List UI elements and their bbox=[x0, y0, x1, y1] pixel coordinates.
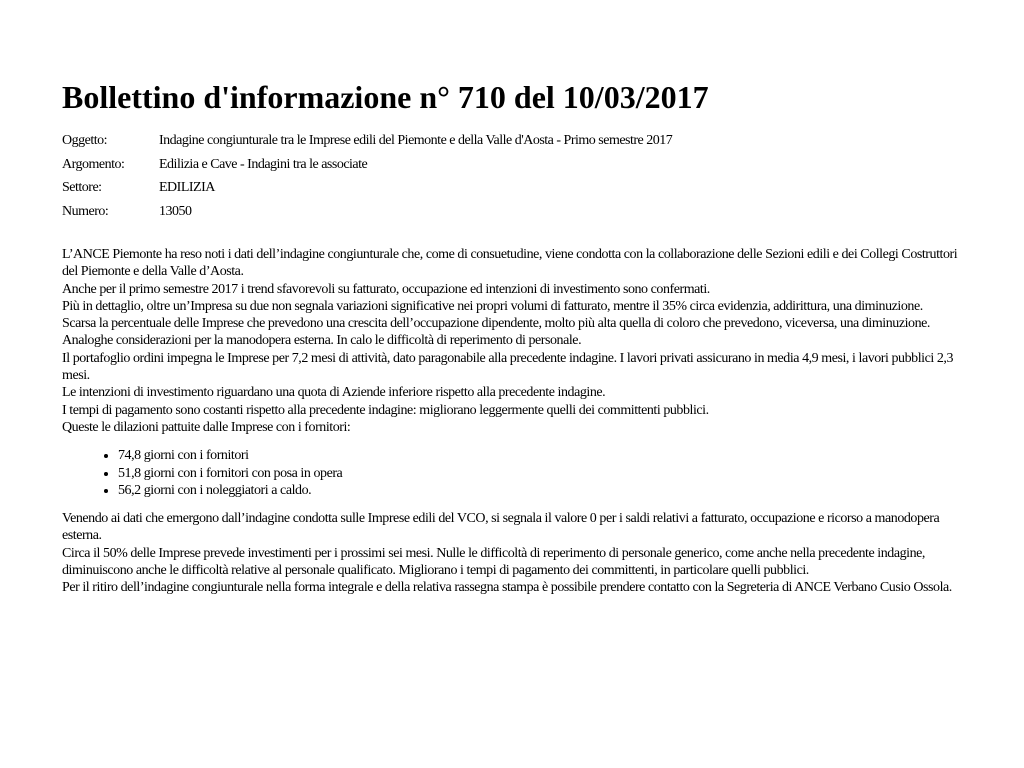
body-paragraph: Le intenzioni di investimento riguardano una quota di Aziende inferiore rispetto alla precedente indagine. bbox=[62, 385, 606, 401]
body-paragraph: I tempi di pagamento sono costanti rispetto alla precedente indagine: migliorano leggermente quelli dei committenti pubblici. bbox=[62, 402, 709, 418]
body-paragraph: Anche per il primo semestre 2017 i trend sfavorevoli su fatturato, occupazione ed intenzioni di investimento sono confermati. bbox=[62, 281, 710, 297]
bulletin-body bbox=[62, 246, 962, 597]
body-paragraph: Più in dettaglio, oltre un’Impresa su due non segnala variazioni significative nei propri volumi di fatturato, mentre il 35% circa evidenzia, addirittura, una diminuzione. bbox=[62, 298, 923, 314]
list-item: • 56,2 giorni con i noleggiatori a caldo. bbox=[118, 482, 962, 500]
list-item: • 74,8 giorni con i fornitori bbox=[118, 447, 962, 465]
body-paragraph: Circa il 50% delle Imprese prevede investimenti per i prossimi sei mesi. Nulle le difficoltà di reperimento di personale generico, come anche nella precedente indagine, diminuiscono anche le difficoltà relative al personale qualificato. Migliorano i tempi di pagamento dei committenti, in particolare quelli pubblici. bbox=[62, 545, 925, 578]
body-paragraph: Il portafoglio ordini impegna le Imprese per 7,2 mesi di attività, dato paragonabile alla precedente indagine. I lavori privati assicurano in media 4,9 mesi, i lavori pubblici 2,3 mesi. bbox=[62, 350, 953, 384]
body-paragraph: Queste le dilazioni pattuite dalle Imprese con i fornitori: bbox=[62, 419, 351, 435]
list-item: • 51,8 giorni con i fornitori con posa in opera bbox=[118, 465, 962, 483]
meta-label: Oggetto: bbox=[62, 133, 107, 148]
meta-value: EDILIZIA bbox=[159, 180, 215, 195]
meta-value: Indagine congiunturale tra le Imprese edili del Piemonte e della Valle d'Aosta - Primo semestre 2017 bbox=[159, 133, 673, 148]
meta-row-oggetto bbox=[62, 133, 672, 157]
body-paragraph: Per il ritiro dell’indagine congiunturale nella forma integrale e della relativa rassegna stampa è possibile prendere contatto con la Segreteria di ANCE Verbano Cusio Ossola. bbox=[62, 580, 952, 596]
meta-value: 13050 bbox=[159, 203, 192, 219]
page-title: Bollettino d'informazione n° 710 del 10/03/2017 bbox=[62, 79, 709, 115]
body-paragraph: Scarsa la percentuale delle Imprese che prevedono una crescita dell’occupazione dipendente, molto più alta quella di coloro che prevedono, viceversa, una diminuzione. Analoghe considerazioni per la manodopera esterna. In calo le difficoltà di reperimento di personale. bbox=[62, 316, 930, 349]
meta-label: Numero: bbox=[62, 203, 109, 219]
meta-row-numero bbox=[62, 204, 672, 228]
meta-row-settore bbox=[62, 180, 672, 204]
meta-value: Edilizia e Cave - Indagini tra le associate bbox=[159, 156, 368, 172]
meta-label: Argomento: bbox=[62, 156, 125, 172]
metadata-table bbox=[62, 133, 672, 227]
body-paragraph: Venendo ai dati che emergono dall’indagine condotta sulle Imprese edili del VCO, si segnala il valore 0 per i saldi relativi a fatturato, occupazione e ricorso a manodopera esterna. bbox=[62, 511, 940, 544]
payment-terms-list bbox=[62, 447, 962, 500]
meta-label: Settore: bbox=[62, 180, 102, 195]
body-paragraph: L’ANCE Piemonte ha reso noti i dati dell’indagine congiunturale che, come di consuetudine, viene condotta con la collaborazione delle Sezioni edili e dei Collegi Costruttori del Piemonte e della Valle d’Aosta. bbox=[62, 247, 958, 280]
meta-row-argomento bbox=[62, 157, 672, 181]
